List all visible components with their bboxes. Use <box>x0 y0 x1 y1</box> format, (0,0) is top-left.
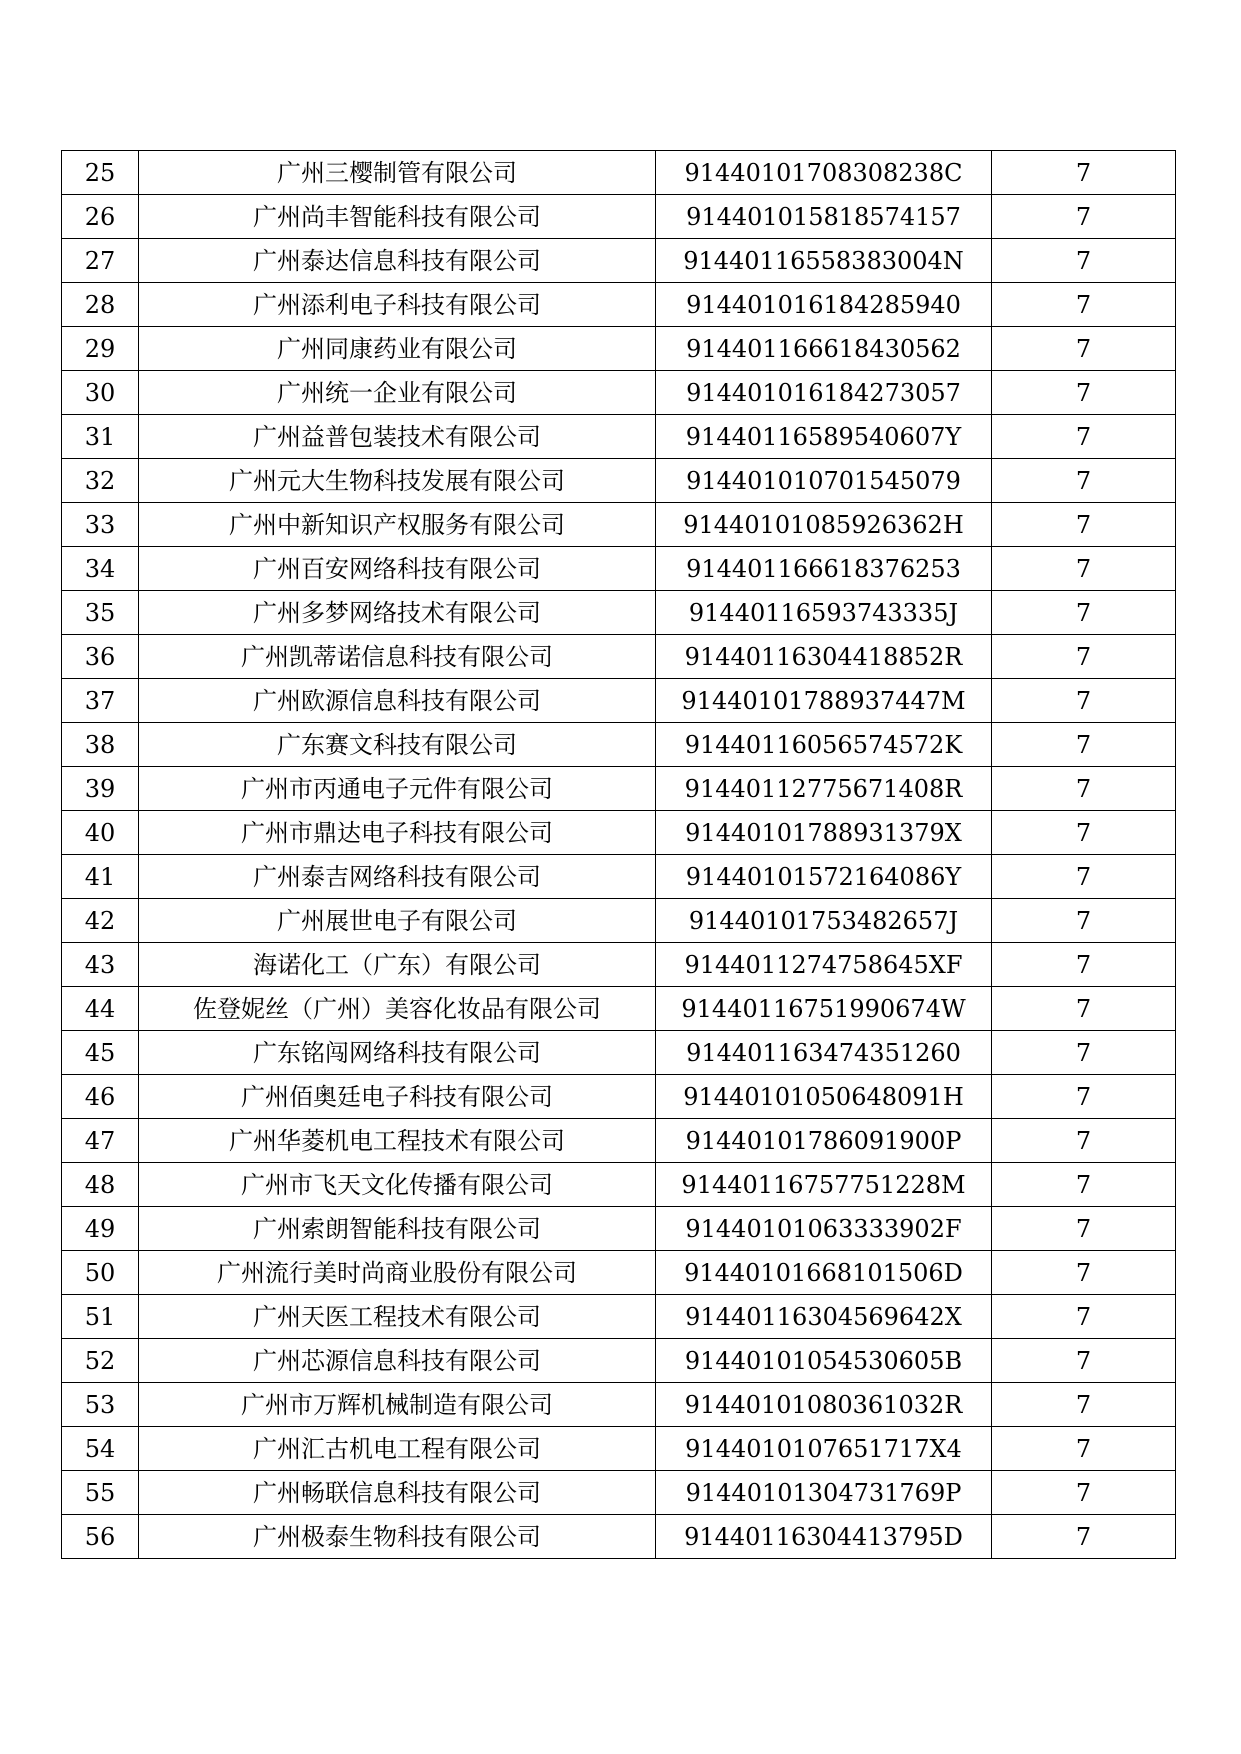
row-number-cell: 36 <box>62 635 139 679</box>
company-name-cell: 广州华菱机电工程技术有限公司 <box>139 1119 656 1163</box>
table-row <box>62 1163 1176 1207</box>
row-number-cell: 49 <box>62 1207 139 1251</box>
row-number-cell: 25 <box>62 151 139 195</box>
credit-code-cell: 91440116056574572K <box>656 723 992 767</box>
credit-code-cell: 91440101708308238C <box>656 151 992 195</box>
company-name-cell: 广州天医工程技术有限公司 <box>139 1295 656 1339</box>
company-name-cell: 广州多梦网络技术有限公司 <box>139 591 656 635</box>
credit-code-cell: 91440116558383004N <box>656 239 992 283</box>
table-row <box>62 1207 1176 1251</box>
company-name-cell: 广州益普包装技术有限公司 <box>139 415 656 459</box>
credit-code-cell: 91440116757751228M <box>656 1163 992 1207</box>
row-number-cell: 45 <box>62 1031 139 1075</box>
company-name-cell: 广州凯蒂诺信息科技有限公司 <box>139 635 656 679</box>
table-row <box>62 1031 1176 1075</box>
table-row <box>62 239 1176 283</box>
score-value-cell: 7 <box>992 855 1176 899</box>
score-value-cell: 7 <box>992 1251 1176 1295</box>
row-number-cell: 44 <box>62 987 139 1031</box>
row-number-cell: 38 <box>62 723 139 767</box>
score-value-cell: 7 <box>992 767 1176 811</box>
table-row <box>62 767 1176 811</box>
credit-code-cell: 91440101753482657J <box>656 899 992 943</box>
credit-code-cell: 914401166618376253 <box>656 547 992 591</box>
score-value-cell: 7 <box>992 591 1176 635</box>
company-name-cell: 广州展世电子有限公司 <box>139 899 656 943</box>
credit-code-cell: 91440116304413795D <box>656 1515 992 1559</box>
table-row <box>62 1339 1176 1383</box>
table-row <box>62 151 1176 195</box>
row-number-cell: 35 <box>62 591 139 635</box>
score-value-cell: 7 <box>992 1163 1176 1207</box>
score-value-cell: 7 <box>992 811 1176 855</box>
score-value-cell: 7 <box>992 679 1176 723</box>
score-value-cell: 7 <box>992 1339 1176 1383</box>
table-row <box>62 1119 1176 1163</box>
table-row <box>62 899 1176 943</box>
company-name-cell: 广州佰奥廷电子科技有限公司 <box>139 1075 656 1119</box>
company-name-cell: 广东赛文科技有限公司 <box>139 723 656 767</box>
credit-code-cell: 91440101085926362H <box>656 503 992 547</box>
table-row <box>62 723 1176 767</box>
score-value-cell: 7 <box>992 371 1176 415</box>
row-number-cell: 27 <box>62 239 139 283</box>
row-number-cell: 33 <box>62 503 139 547</box>
score-value-cell: 7 <box>992 1383 1176 1427</box>
table-row <box>62 811 1176 855</box>
credit-code-cell: 91440101788931379X <box>656 811 992 855</box>
table-row <box>62 1251 1176 1295</box>
row-number-cell: 55 <box>62 1471 139 1515</box>
table-row <box>62 1295 1176 1339</box>
row-number-cell: 31 <box>62 415 139 459</box>
row-number-cell: 50 <box>62 1251 139 1295</box>
table-row <box>62 855 1176 899</box>
row-number-cell: 29 <box>62 327 139 371</box>
credit-code-cell: 91440101304731769P <box>656 1471 992 1515</box>
table-row <box>62 1427 1176 1471</box>
table-row <box>62 283 1176 327</box>
credit-code-cell: 91440116593743335J <box>656 591 992 635</box>
company-name-cell: 广东铭闯网络科技有限公司 <box>139 1031 656 1075</box>
score-value-cell: 7 <box>992 503 1176 547</box>
row-number-cell: 32 <box>62 459 139 503</box>
company-name-cell: 广州畅联信息科技有限公司 <box>139 1471 656 1515</box>
company-name-cell: 广州索朗智能科技有限公司 <box>139 1207 656 1251</box>
credit-code-cell: 91440112775671408R <box>656 767 992 811</box>
credit-code-cell: 914401163474351260 <box>656 1031 992 1075</box>
score-value-cell: 7 <box>992 459 1176 503</box>
score-value-cell: 7 <box>992 1515 1176 1559</box>
table-body <box>62 151 1176 1559</box>
row-number-cell: 53 <box>62 1383 139 1427</box>
credit-code-cell: 91440116304418852R <box>656 635 992 679</box>
row-number-cell: 26 <box>62 195 139 239</box>
row-number-cell: 34 <box>62 547 139 591</box>
company-name-cell: 佐登妮丝（广州）美容化妆品有限公司 <box>139 987 656 1031</box>
score-value-cell: 7 <box>992 1471 1176 1515</box>
score-value-cell: 7 <box>992 151 1176 195</box>
score-value-cell: 7 <box>992 1207 1176 1251</box>
table-row <box>62 679 1176 723</box>
row-number-cell: 40 <box>62 811 139 855</box>
credit-code-cell: 914401166618430562 <box>656 327 992 371</box>
credit-code-cell: 914401015818574157 <box>656 195 992 239</box>
score-value-cell: 7 <box>992 943 1176 987</box>
score-value-cell: 7 <box>992 415 1176 459</box>
score-value-cell: 7 <box>992 1295 1176 1339</box>
credit-code-cell: 91440101668101506D <box>656 1251 992 1295</box>
company-name-cell: 广州尚丰智能科技有限公司 <box>139 195 656 239</box>
company-name-cell: 广州汇古机电工程有限公司 <box>139 1427 656 1471</box>
score-value-cell: 7 <box>992 239 1176 283</box>
row-number-cell: 56 <box>62 1515 139 1559</box>
row-number-cell: 47 <box>62 1119 139 1163</box>
score-value-cell: 7 <box>992 635 1176 679</box>
company-name-cell: 广州市万辉机械制造有限公司 <box>139 1383 656 1427</box>
credit-code-cell: 91440101063333902F <box>656 1207 992 1251</box>
company-name-cell: 广州泰达信息科技有限公司 <box>139 239 656 283</box>
credit-code-cell: 9144011274758645XF <box>656 943 992 987</box>
credit-code-cell: 91440101788937447M <box>656 679 992 723</box>
company-name-cell: 广州统一企业有限公司 <box>139 371 656 415</box>
table-row <box>62 1383 1176 1427</box>
row-number-cell: 52 <box>62 1339 139 1383</box>
company-name-cell: 广州泰吉网络科技有限公司 <box>139 855 656 899</box>
score-value-cell: 7 <box>992 283 1176 327</box>
company-table <box>61 150 1176 1559</box>
table-row <box>62 987 1176 1031</box>
table-row <box>62 459 1176 503</box>
company-name-cell: 广州三樱制管有限公司 <box>139 151 656 195</box>
table-row <box>62 635 1176 679</box>
company-name-cell: 广州元大生物科技发展有限公司 <box>139 459 656 503</box>
credit-code-cell: 91440116589540607Y <box>656 415 992 459</box>
credit-code-cell: 91440116304569642X <box>656 1295 992 1339</box>
row-number-cell: 51 <box>62 1295 139 1339</box>
credit-code-cell: 91440101050648091H <box>656 1075 992 1119</box>
table-row <box>62 547 1176 591</box>
score-value-cell: 7 <box>992 547 1176 591</box>
score-value-cell: 7 <box>992 1031 1176 1075</box>
score-value-cell: 7 <box>992 723 1176 767</box>
table-row <box>62 591 1176 635</box>
row-number-cell: 42 <box>62 899 139 943</box>
credit-code-cell: 914401016184285940 <box>656 283 992 327</box>
table-row <box>62 1471 1176 1515</box>
score-value-cell: 7 <box>992 987 1176 1031</box>
company-name-cell: 海诺化工（广东）有限公司 <box>139 943 656 987</box>
credit-code-cell: 9144010107651717X4 <box>656 1427 992 1471</box>
company-name-cell: 广州同康药业有限公司 <box>139 327 656 371</box>
company-name-cell: 广州市鼎达电子科技有限公司 <box>139 811 656 855</box>
company-name-cell: 广州中新知识产权服务有限公司 <box>139 503 656 547</box>
score-value-cell: 7 <box>992 327 1176 371</box>
row-number-cell: 43 <box>62 943 139 987</box>
row-number-cell: 37 <box>62 679 139 723</box>
score-value-cell: 7 <box>992 1075 1176 1119</box>
table-row <box>62 195 1176 239</box>
row-number-cell: 39 <box>62 767 139 811</box>
table-row <box>62 503 1176 547</box>
table-row <box>62 943 1176 987</box>
row-number-cell: 41 <box>62 855 139 899</box>
row-number-cell: 28 <box>62 283 139 327</box>
row-number-cell: 54 <box>62 1427 139 1471</box>
table-row <box>62 1075 1176 1119</box>
row-number-cell: 46 <box>62 1075 139 1119</box>
company-name-cell: 广州添利电子科技有限公司 <box>139 283 656 327</box>
credit-code-cell: 91440101080361032R <box>656 1383 992 1427</box>
table-row <box>62 327 1176 371</box>
company-name-cell: 广州欧源信息科技有限公司 <box>139 679 656 723</box>
company-name-cell: 广州流行美时尚商业股份有限公司 <box>139 1251 656 1295</box>
table-row <box>62 1515 1176 1559</box>
table-row <box>62 415 1176 459</box>
company-name-cell: 广州芯源信息科技有限公司 <box>139 1339 656 1383</box>
score-value-cell: 7 <box>992 1427 1176 1471</box>
company-name-cell: 广州极泰生物科技有限公司 <box>139 1515 656 1559</box>
score-value-cell: 7 <box>992 899 1176 943</box>
credit-code-cell: 91440101054530605B <box>656 1339 992 1383</box>
credit-code-cell: 914401016184273057 <box>656 371 992 415</box>
credit-code-cell: 91440101786091900P <box>656 1119 992 1163</box>
credit-code-cell: 914401010701545079 <box>656 459 992 503</box>
row-number-cell: 48 <box>62 1163 139 1207</box>
score-value-cell: 7 <box>992 195 1176 239</box>
row-number-cell: 30 <box>62 371 139 415</box>
credit-code-cell: 91440116751990674W <box>656 987 992 1031</box>
company-name-cell: 广州百安网络科技有限公司 <box>139 547 656 591</box>
company-name-cell: 广州市飞天文化传播有限公司 <box>139 1163 656 1207</box>
credit-code-cell: 91440101572164086Y <box>656 855 992 899</box>
table-row <box>62 371 1176 415</box>
company-name-cell: 广州市丙通电子元件有限公司 <box>139 767 656 811</box>
score-value-cell: 7 <box>992 1119 1176 1163</box>
